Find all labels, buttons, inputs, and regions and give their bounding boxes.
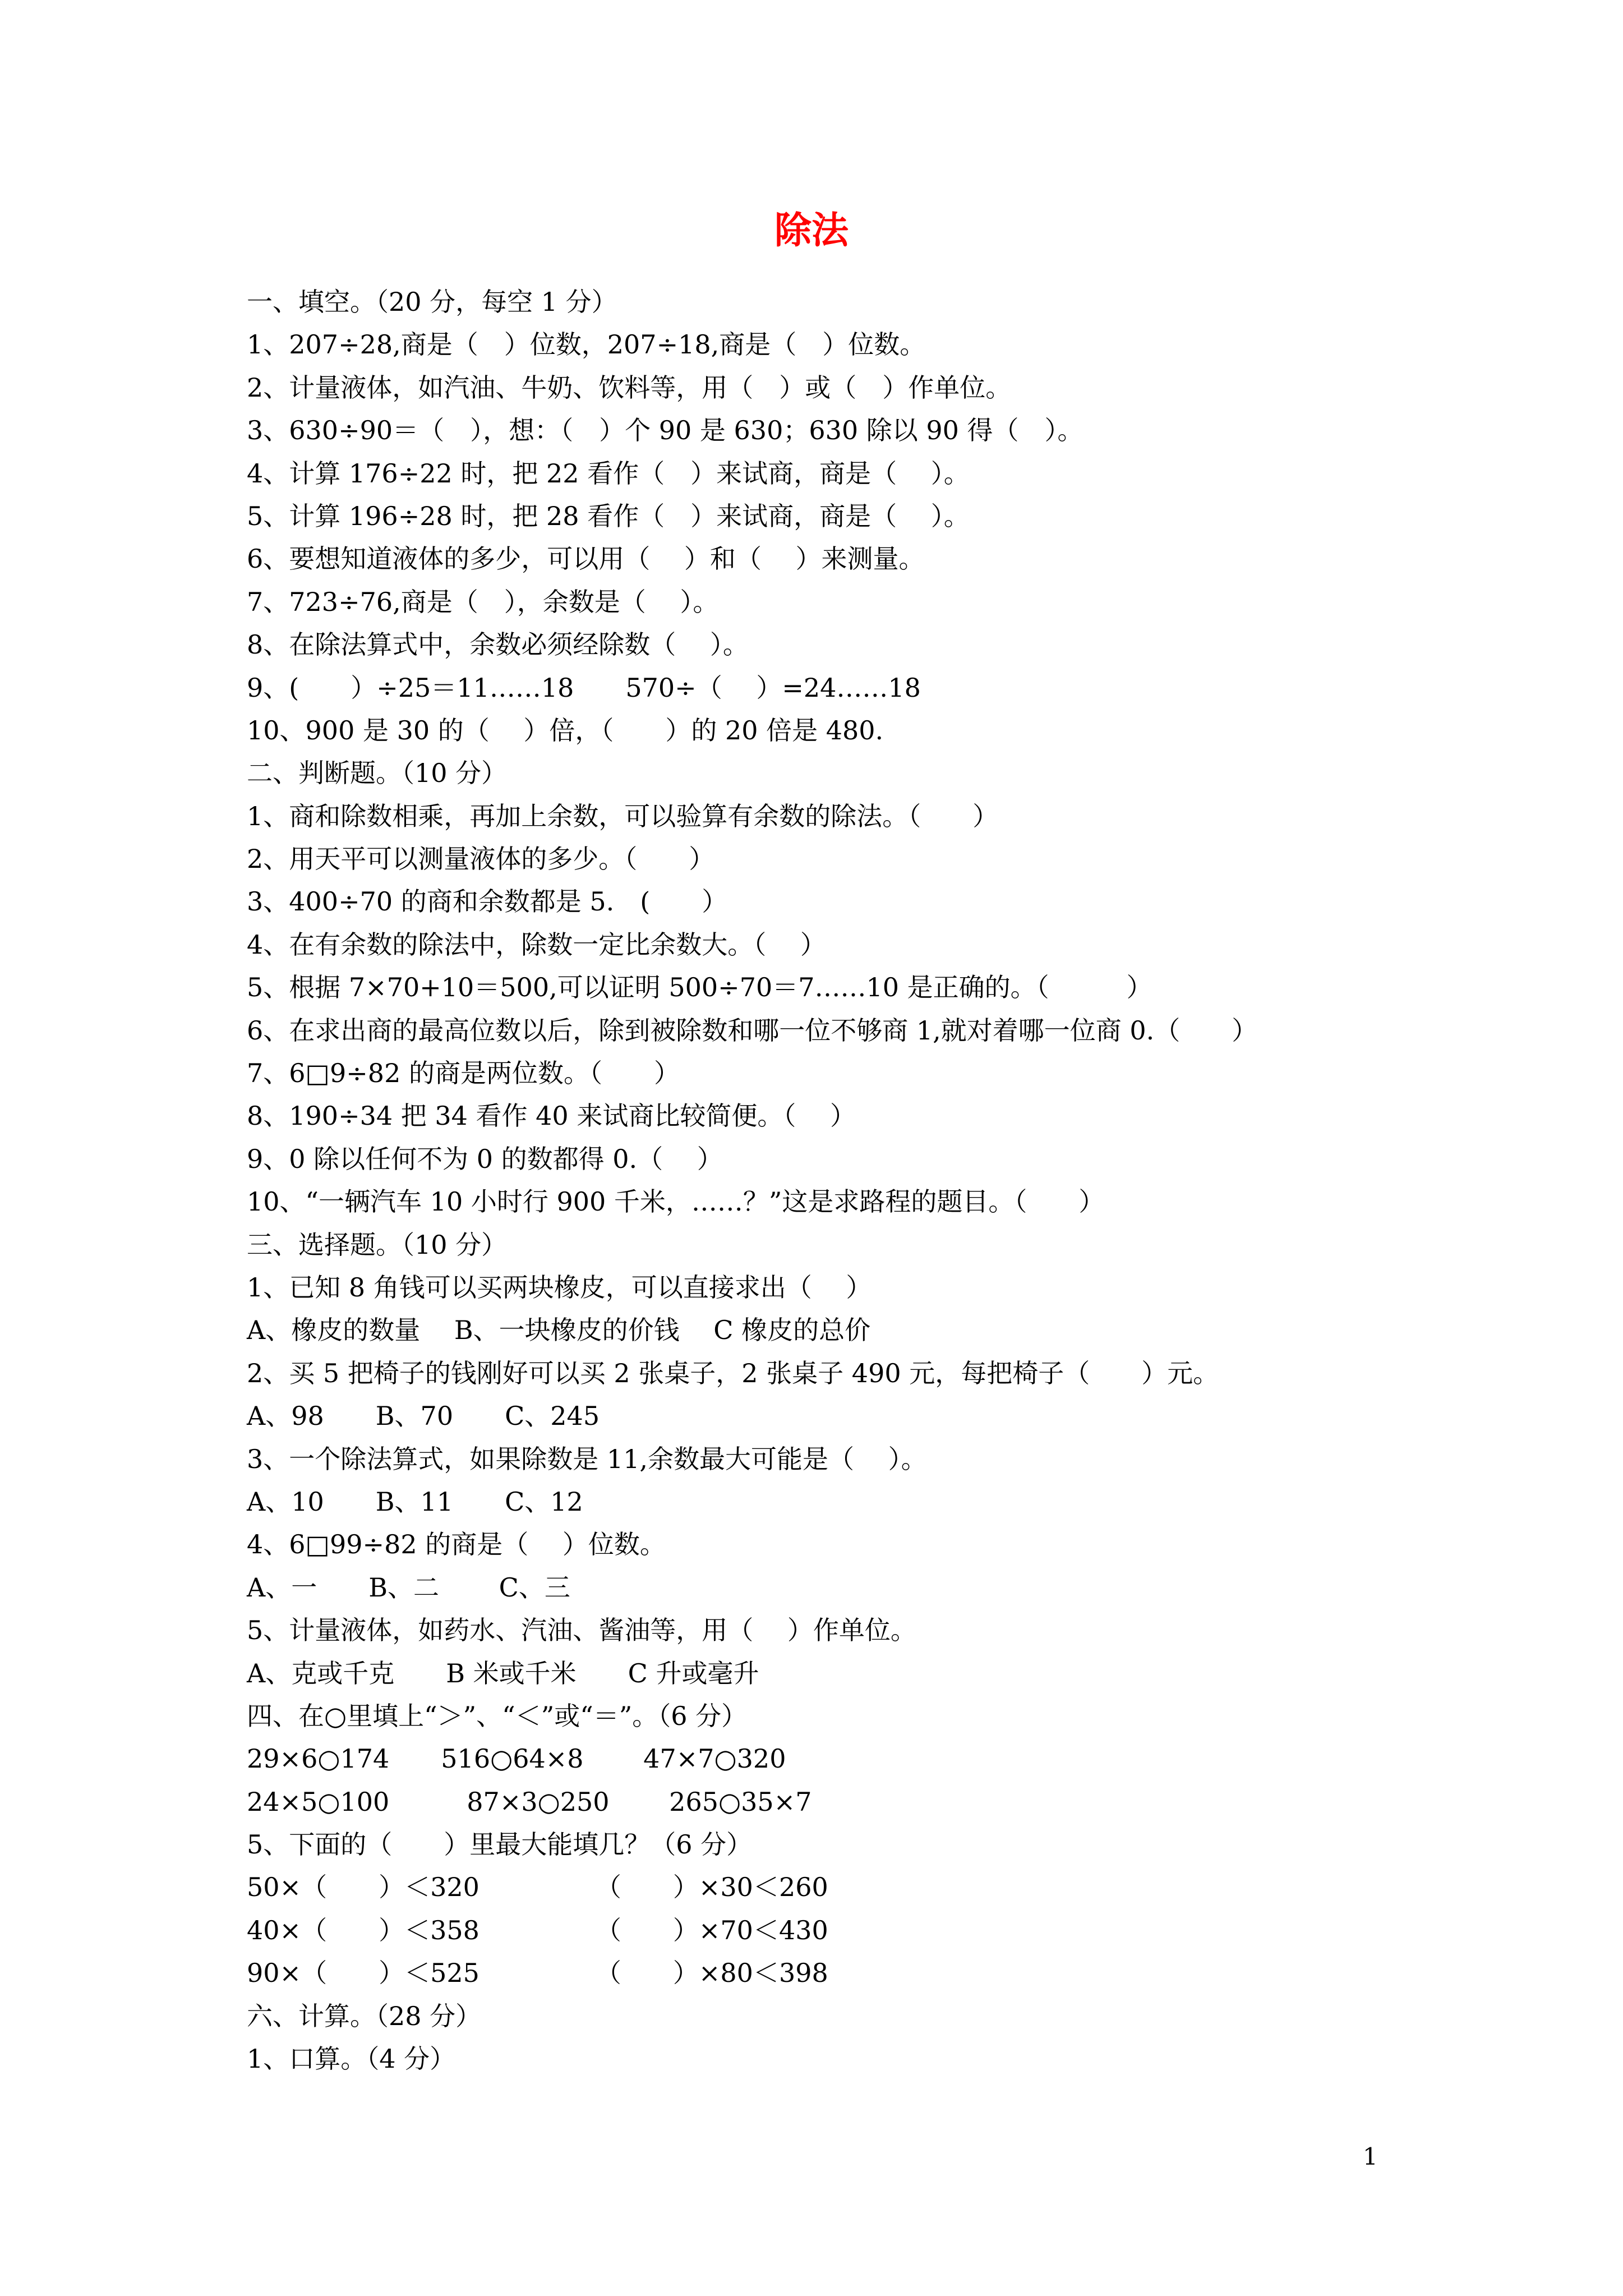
text-line: 7、6□9÷82 的商是两位数。（ ） [247, 1058, 680, 1089]
text-line: 一、填空。（20 分，每空 1 分） [247, 287, 617, 317]
text-line: 1、207÷28,商是（ ）位数，207÷18,商是（ ）位数。 [247, 329, 926, 360]
text-line: 4、在有余数的除法中，除数一定比余数大。（ ） [247, 929, 826, 960]
text-line: 4、计算 176÷22 时，把 22 看作（ ）来试商，商是（ ）。 [247, 458, 970, 489]
text-line: 3、400÷70 的商和余数都是 5. ( ） [247, 886, 728, 917]
document-body [247, 280, 1424, 2080]
text-line: 5、下面的（ ）里最大能填几？（6 分） [247, 1829, 753, 1860]
text-line: 2、用天平可以测量液体的多少。（ ） [247, 844, 715, 875]
text-line: 6、要想知道液体的多少，可以用（ ）和（ ）来测量。 [247, 544, 925, 574]
text-line: A、98 B、70 C、245 [247, 1401, 600, 1432]
text-line: 三、选择题。（10 分） [247, 1229, 508, 1260]
text-line: A、橡皮的数量 B、一块橡皮的价钱 C 橡皮的总价 [247, 1315, 871, 1346]
page-number: 1 [1363, 2143, 1378, 2170]
text-line: 24×5○100 87×3○250 265○35×7 [247, 1786, 812, 1817]
text-line: 6、在求出商的最高位数以后，除到被除数和哪一位不够商 1,就对着哪一位商 0.（ ） [247, 1015, 1258, 1046]
text-line: 90×（ ）＜525 （ ）×80＜398 [247, 1958, 828, 1989]
text-line: 四、在○里填上“＞”、“＜”或“＝”。（6 分） [247, 1700, 748, 1731]
text-line: 2、买 5 把椅子的钱刚好可以买 2 张桌子，2 张桌子 490 元，每把椅子（ ）元。 [247, 1358, 1219, 1388]
text-line: 9、0 除以任何不为 0 的数都得 0.（ ） [247, 1143, 723, 1174]
text-line: 10、900 是 30 的（ ）倍，（ ）的 20 倍是 480. [247, 715, 884, 746]
document-title: 除法 [774, 208, 849, 252]
text-line: 4、6□99÷82 的商是（ ）位数。 [247, 1529, 666, 1560]
text-line: 29×6○174 516○64×8 47×7○320 [247, 1743, 786, 1774]
text-line: 2、计量液体，如汽油、牛奶、饮料等，用（ ）或（ ）作单位。 [247, 372, 1012, 403]
text-line: 3、630÷90＝（ ），想：（ ）个 90 是 630；630 除以 90 得（ ）。 [247, 415, 1083, 446]
text-line: 5、计量液体，如药水、汽油、酱油等，用（ ）作单位。 [247, 1615, 916, 1646]
text-line: 5、根据 7×70+10＝500,可以证明 500÷70＝7……10 是正确的。（ ） [247, 972, 1152, 1003]
text-line: 1、口算。（4 分） [247, 2044, 456, 2074]
text-line: 六、计算。（28 分） [247, 2000, 482, 2031]
text-line: 9、( ）÷25＝11……18 570÷（ ）=24……18 [247, 672, 921, 703]
text-line: 8、在除法算式中，余数必须经除数（ ）。 [247, 629, 749, 660]
text-line: 7、723÷76,商是（ ），余数是（ ）。 [247, 586, 719, 617]
text-line: A、克或千克 B 米或千米 C 升或毫升 [247, 1658, 759, 1688]
text-line: 40×（ ）＜358 （ ）×70＜430 [247, 1915, 828, 1945]
text-line: 1、已知 8 角钱可以买两块橡皮，可以直接求出（ ） [247, 1272, 872, 1303]
text-line: 二、判断题。（10 分） [247, 758, 508, 789]
text-line: 50×（ ）＜320 （ ）×30＜260 [247, 1872, 828, 1903]
text-line: 8、190÷34 把 34 看作 40 来试商比较简便。（ ） [247, 1101, 856, 1131]
text-line: 3、一个除法算式，如果除数是 11,余数最大可能是（ ）。 [247, 1443, 927, 1474]
text-line: A、一 B、二 C、三 [247, 1572, 570, 1603]
text-line: 1、商和除数相乘，再加上余数，可以验算有余数的除法。（ ） [247, 800, 999, 831]
text-line: 10、“一辆汽车 10 小时行 900 千米，……？”这是求路程的题目。（ ） [247, 1186, 1105, 1217]
text-line: A、10 B、11 C、12 [247, 1486, 583, 1517]
text-line: 5、计算 196÷28 时，把 28 看作（ ）来试商，商是（ ）。 [247, 500, 970, 531]
